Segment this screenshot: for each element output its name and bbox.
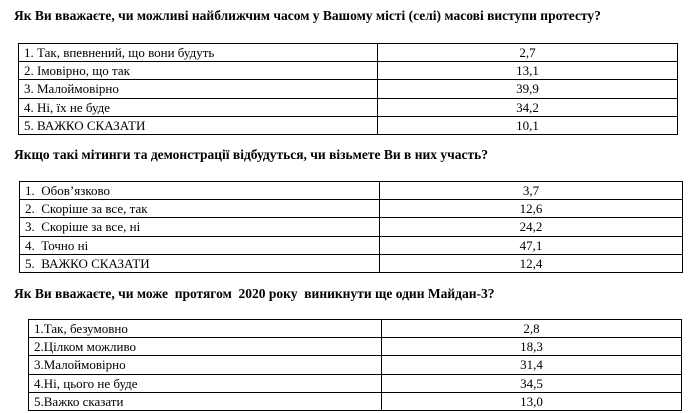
table-row	[19, 62, 678, 80]
answers-table-2	[19, 181, 683, 273]
answer-label: 5. ВАЖКО СКАЗАТИ	[19, 116, 378, 134]
answer-percent: 13,1	[378, 62, 678, 80]
table-row	[19, 98, 678, 116]
answer-label: 2. Скоріше за все, так	[20, 200, 380, 218]
table-row	[29, 338, 682, 356]
answer-label: 2.Цілком можливо	[29, 338, 382, 356]
answer-label: 4. Точно ні	[20, 236, 380, 254]
answer-label: 5.Важко сказати	[29, 392, 382, 410]
answer-percent: 2,7	[378, 44, 678, 62]
question-title-2: Якщо такі мітинги та демонстрації відбудуться, чи візьмете Ви в них участь?	[14, 147, 488, 162]
answer-percent: 34,5	[382, 374, 682, 392]
table-row	[20, 182, 683, 200]
answers-table-3	[28, 319, 682, 411]
table-row	[29, 356, 682, 374]
answer-percent: 31,4	[382, 356, 682, 374]
answer-label: 5. ВАЖКО СКАЗАТИ	[20, 254, 380, 272]
answer-label: 3. Малоймовірно	[19, 80, 378, 98]
answer-percent: 13,0	[382, 392, 682, 410]
answer-percent: 24,2	[380, 218, 683, 236]
table-row	[20, 200, 683, 218]
table-row	[19, 116, 678, 134]
answer-label: 1. Обов’язково	[20, 182, 380, 200]
table-row	[20, 236, 683, 254]
answer-percent: 18,3	[382, 338, 682, 356]
table-row	[20, 254, 683, 272]
question-title-3: Як Ви вважаєте, чи може протягом 2020 року виникнути ще один Майдан-3?	[14, 286, 495, 301]
answer-label: 1. Так, впевнений, що вони будуть	[19, 44, 378, 62]
answer-percent: 47,1	[380, 236, 683, 254]
table-row	[19, 80, 678, 98]
answer-percent: 34,2	[378, 98, 678, 116]
answer-percent: 10,1	[378, 116, 678, 134]
table-row	[29, 392, 682, 410]
table-row	[29, 374, 682, 392]
answer-percent: 12,6	[380, 200, 683, 218]
answer-label: 4.Ні, цього не буде	[29, 374, 382, 392]
answer-label: 1.Так, безумовно	[29, 320, 382, 338]
table-row	[29, 320, 682, 338]
answer-percent: 3,7	[380, 182, 683, 200]
answer-percent: 39,9	[378, 80, 678, 98]
answer-percent: 12,4	[380, 254, 683, 272]
answer-label: 4. Ні, їх не буде	[19, 98, 378, 116]
answer-label: 2. Імовірно, що так	[19, 62, 378, 80]
answers-table-1	[18, 43, 678, 135]
answer-label: 3.Малоймовірно	[29, 356, 382, 374]
table-row	[19, 44, 678, 62]
answer-label: 3. Скоріше за все, ні	[20, 218, 380, 236]
answer-percent: 2,8	[382, 320, 682, 338]
question-title-1: Як Ви вважаєте, чи можливі найближчим часом у Вашому місті (селі) масові виступи протесту?	[14, 8, 601, 23]
table-row	[20, 218, 683, 236]
